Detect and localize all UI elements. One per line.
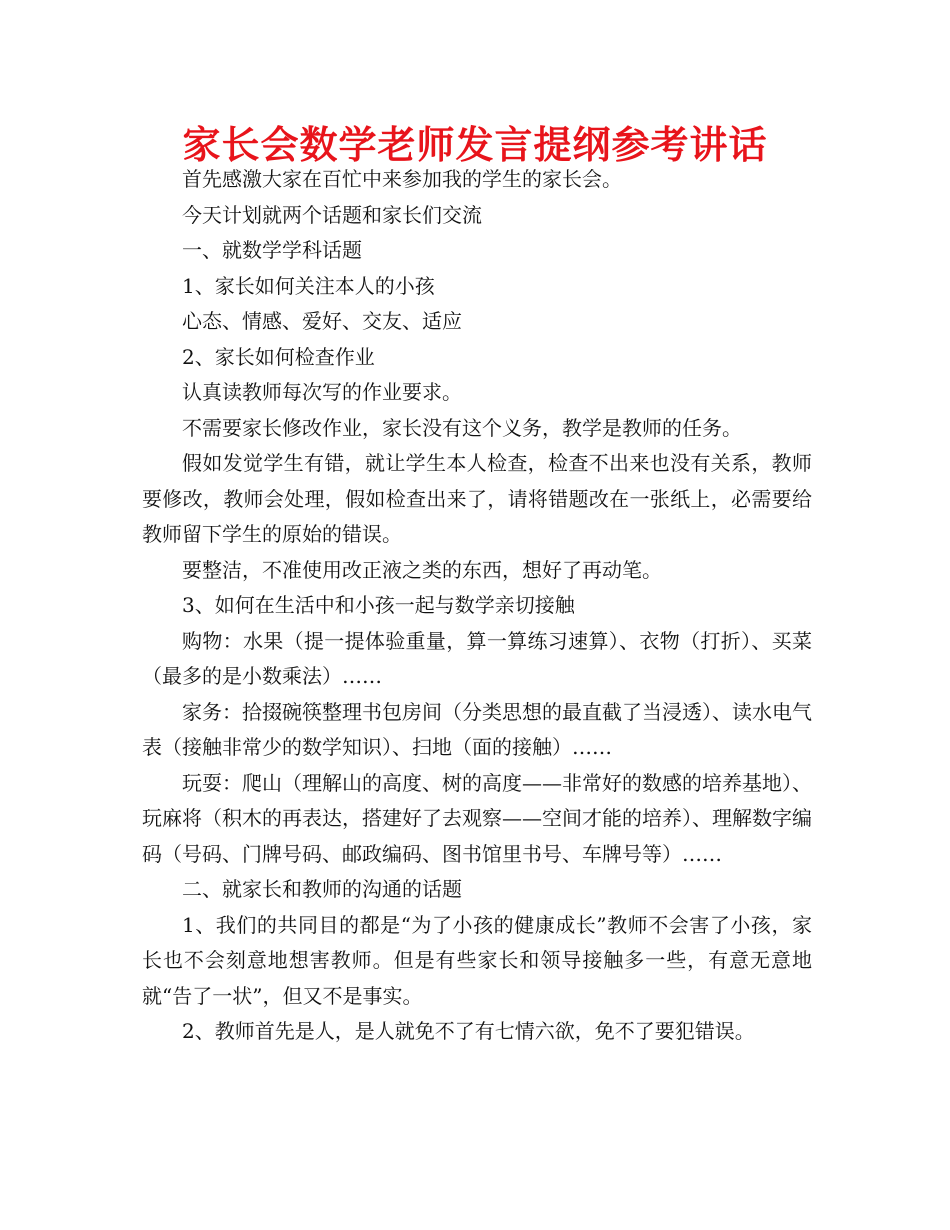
subheading: 3、如何在生活中和小孩一起与数学亲切接触 [182, 593, 575, 617]
paragraph: 心态、情感、爱好、交友、适应 [182, 309, 462, 333]
paragraph: 要整洁，不准使用改正液之类的东西，想好了再动笔。 [182, 557, 662, 582]
subheading: 2、家长如何检查作业 [182, 344, 375, 369]
paragraph: 1、我们的共同目的都是“为了小孩的健康成长”教师不会害了小孩，家长也不会刻意地想害教师。但是有些家长和领导接触多一些，有意无意地就“告了一状”，但又不是事实。 [142, 912, 812, 1008]
paragraph: 假如发觉学生有错，就让学生本人检查，检查不出来也没有关系，教师要修改，教师会处理，假如检查出来了，请将错题改在一张纸上，必需要给教师留下学生的原始的错误。 [142, 451, 812, 546]
section-heading: 一、就数学学科话题 [182, 238, 362, 262]
paragraph: 认真读教师每次写的作业要求。 [182, 380, 462, 404]
paragraph: 2、教师首先是人，是人就免不了有七情六欲，免不了要犯错误。 [182, 1019, 755, 1043]
document-title: 家长会数学老师发言提纲参考讲话 [182, 123, 768, 167]
paragraph: 家务：拾掇碗筷整理书包房间（分类思想的最直截了当浸透）、读水电气表（接触非常少的数学知识）、扫地（面的接触）…… [142, 699, 812, 759]
document-body [142, 162, 812, 1050]
paragraph: 购物：水果（提一提体验重量，算一算练习速算）、衣物（打折）、买菜（最多的是小数乘法）…… [142, 628, 812, 688]
section-heading: 二、就家长和教师的沟通的话题 [182, 877, 462, 901]
paragraph: 玩耍：爬山（理解山的高度、树的高度——非常好的数感的培养基地）、玩麻将（积木的再表达，搭建好了去观察——空间才能的培养）、理解数字编码（号码、门牌号码、邮政编码、图书馆里书号、车牌号等）…… [142, 770, 812, 866]
subheading: 1、家长如何关注本人的小孩 [182, 273, 435, 298]
paragraph: 今天计划就两个话题和家长们交流 [182, 202, 482, 227]
paragraph: 首先感激大家在百忙中来参加我的学生的家长会。 [182, 167, 622, 191]
paragraph: 不需要家长修改作业，家长没有这个义务，教学是教师的任务。 [182, 415, 742, 440]
